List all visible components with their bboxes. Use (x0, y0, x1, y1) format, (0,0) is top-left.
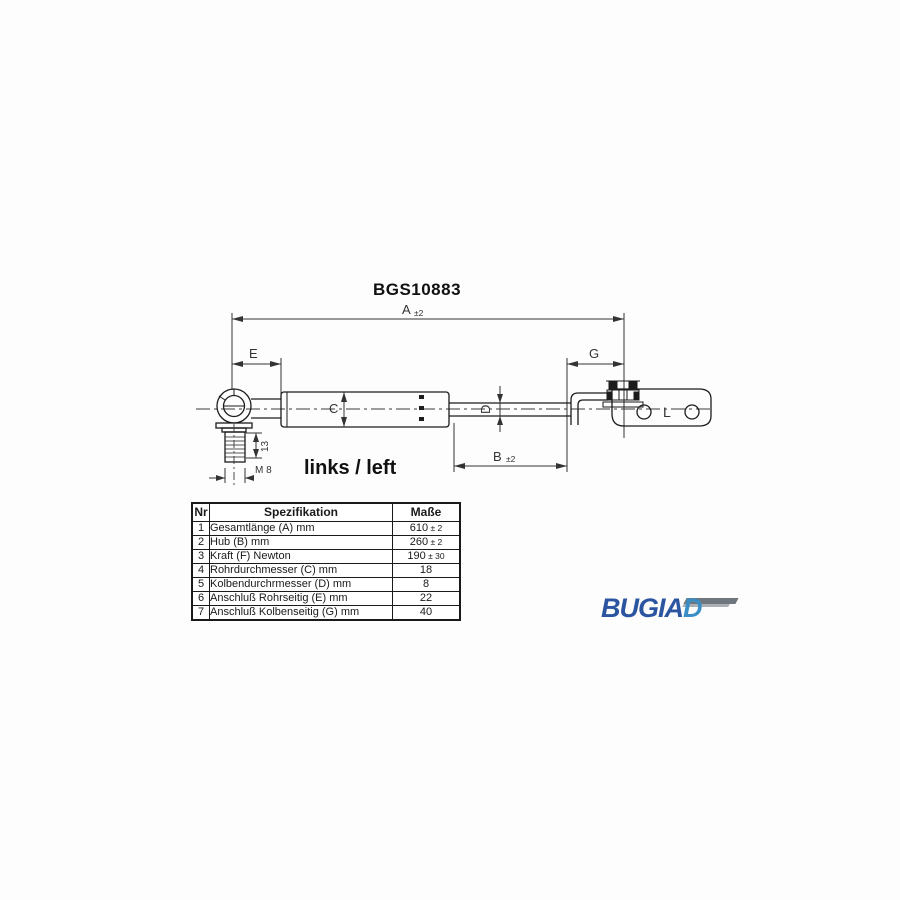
thread-callout (209, 468, 254, 483)
value-number: 260 (409, 536, 429, 548)
value-tolerance: ± 30 (425, 551, 445, 561)
value-number: 22 (419, 592, 433, 604)
row-spec: Anschluß Rohrseitig (E) mm (210, 592, 393, 606)
row-value (393, 536, 461, 550)
row-nr: 3 (192, 550, 210, 564)
table-row (192, 606, 460, 621)
row-spec: Hub (B) mm (210, 536, 393, 550)
value-number: 40 (419, 606, 433, 618)
row-nr: 2 (192, 536, 210, 550)
dimension-e (232, 358, 281, 397)
dim-13-label: 13 (260, 440, 271, 452)
value-number: 8 (422, 578, 430, 590)
row-spec: Gesamtlänge (A) mm (210, 522, 393, 536)
logo-text-main: BUGIA (601, 593, 683, 623)
header-nr: Nr (192, 503, 210, 522)
row-spec: Anschluß Kolbenseitig (G) mm (210, 606, 393, 621)
dimension-b (454, 423, 567, 472)
part-number-title: BGS10883 (372, 280, 462, 299)
dim-b-tolerance: ±2 (506, 454, 516, 464)
dim-a-label: A (402, 302, 411, 317)
row-nr: 1 (192, 522, 210, 536)
orientation-label: links / left (304, 457, 397, 479)
table-header-row (192, 503, 460, 522)
dimension-a (232, 313, 624, 438)
dimension-c (341, 392, 347, 427)
row-nr: 4 (192, 564, 210, 578)
logo-wordmark (601, 592, 702, 624)
row-value (393, 564, 461, 578)
row-spec: Kolbendurchrmesser (D) mm (210, 578, 393, 592)
row-spec: Kraft (F) Newton (210, 550, 393, 564)
table-row (192, 578, 460, 592)
bracket-letter: L (663, 404, 671, 420)
dim-b-label: B (493, 449, 502, 464)
row-value (393, 606, 461, 621)
bugiad-logo (601, 592, 751, 628)
dim-d-label: D (478, 404, 493, 414)
socket-connector (251, 399, 281, 418)
row-nr: 7 (192, 606, 210, 621)
dim-a-tolerance: ±2 (414, 308, 424, 318)
header-value: Maße (393, 503, 461, 522)
logo-text-last: D (683, 593, 702, 623)
value-tolerance: ± 2 (428, 523, 443, 533)
row-nr: 6 (192, 592, 210, 606)
bracket-hole-left (637, 405, 651, 419)
dim-c-label: C (329, 401, 339, 416)
bracket-hole-right (685, 405, 699, 419)
row-value (393, 522, 461, 536)
row-spec: Rohrdurchmesser (C) mm (210, 564, 393, 578)
value-tolerance: ± 2 (428, 537, 443, 547)
row-nr: 5 (192, 578, 210, 592)
table-row (192, 536, 460, 550)
value-number: 190 (407, 550, 426, 562)
piston-rod (449, 403, 571, 416)
dim-e-label: E (249, 346, 258, 361)
row-value (393, 592, 461, 606)
dimension-g (567, 358, 624, 472)
clamp-detail (603, 381, 643, 407)
header-spec: Spezifikation (210, 503, 393, 522)
cylinder-tube (281, 392, 449, 427)
dim-g-label: G (589, 346, 600, 361)
specification-table (191, 502, 461, 621)
row-value (393, 550, 461, 564)
value-number: 610 (409, 522, 429, 534)
value-number: 18 (419, 564, 433, 576)
table-row (192, 522, 460, 536)
row-value (393, 578, 461, 592)
table-row (192, 592, 460, 606)
thread-label: M 8 (255, 465, 272, 476)
table-row (192, 550, 460, 564)
table-row (192, 564, 460, 578)
